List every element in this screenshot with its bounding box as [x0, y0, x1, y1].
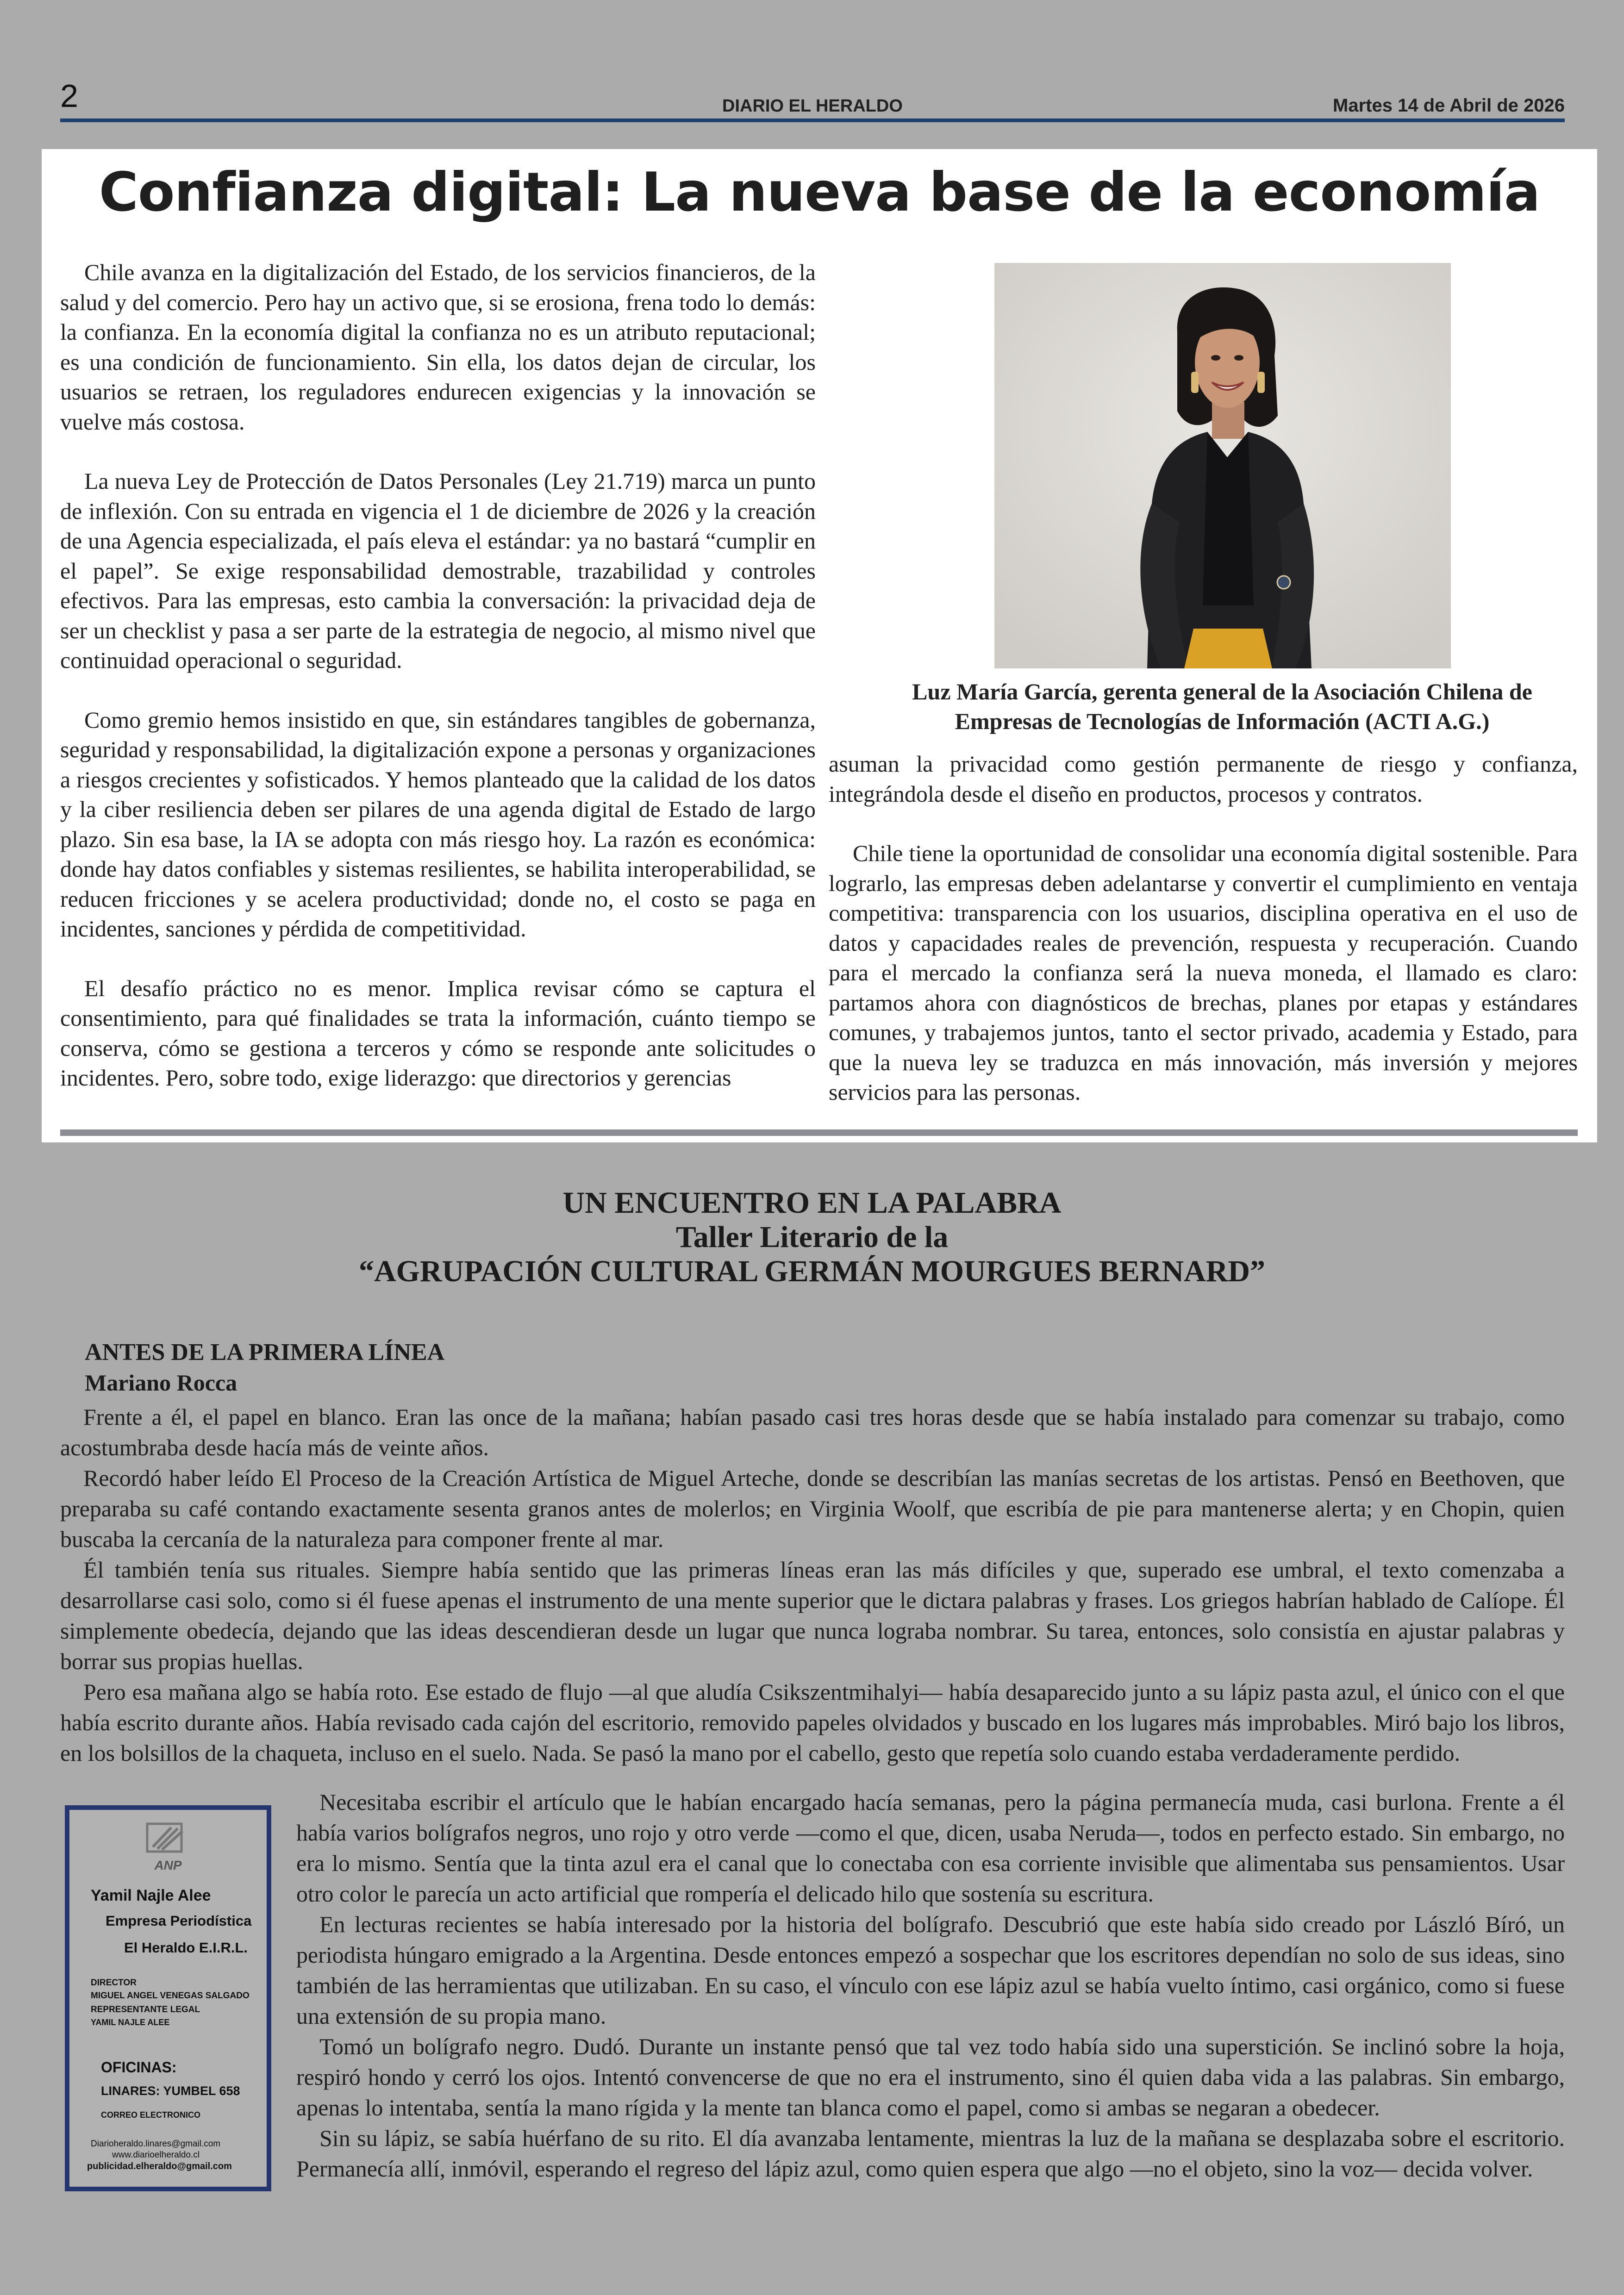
- legal-rep-name: YAMIL NAJLE ALEE: [91, 2018, 170, 2027]
- page-number: 2: [60, 78, 78, 114]
- story-paragraph: Frente a él, el papel en blanco. Eran las once de la mañana; habían pasado casi tres horas desde que se había instalado para comenzar su trabajo, como acostumbraba desde hacía más de veinte años.: [60, 1404, 1565, 1460]
- story-paragraph: Pero esa mañana algo se había roto. Ese estado de flujo —al que aludía Csikszentmihalyi— había desaparecido junto a su lápiz pasta azul, el único con el que había escrito durante años. Había revisado cada cajón del escritorio, removido papeles olvidados y buscado en los lugares más improbables. Miró bajo los libros, en los bolsillos de la chaqueta, incluso en el suelo. Nada. Se pasó la mano por el cabello, gesto que repetía solo cuando estaba verdaderamente perdido.: [60, 1679, 1565, 1766]
- story-body-wide: [60, 1402, 1565, 1768]
- story-author: Mariano Rocca: [85, 1370, 237, 1396]
- offices-value: LINARES: YUMBEL 658: [101, 2084, 240, 2098]
- article-paragraph: La nueva Ley de Protección de Datos Personales (Ley 21.719) marca un punto de inflexión. Con su entrada en vigencia el 1 de diciembre de 2026 y la creación de una Agencia especializada, el país eleva el estándar: ya no bastará “cumplir en el papel”. Se exige responsabilidad demostrable, trazabilidad y controles efectivos. Para las empresas, esto cambia la conversación: la privacidad deja de ser un checklist y pasa a ser parte de la estrategia de negocio, al mismo nivel que continuidad operacional o seguridad.: [60, 468, 816, 673]
- company-name-line2: El Heraldo E.I.R.L.: [124, 1940, 248, 1956]
- section-heading-line: Taller Literario de la: [675, 1220, 949, 1254]
- article-title: Confianza digital: La nueva base de la economía: [99, 161, 1540, 224]
- story-paragraph: Sin su lápiz, se sabía huérfano de su rito. El día avanzaba lentamente, mientras la luz de la mañana se desplazaba sobre el escritorio. Permanecía allí, inmóvil, esperando el regreso del lápiz azul, como quien espera que algo —no el objeto, sino la voz— decida volver.: [296, 2125, 1565, 2182]
- email-advertising: publicidad.elheraldo@gmail.com: [87, 2161, 232, 2171]
- article-box: [42, 149, 1597, 1142]
- company-name: Empresa Periodística: [106, 1913, 252, 1929]
- story-paragraph: Él también tenía sus rituales. Siempre había sentido que las primeras líneas eran las más difíciles y que, superado ese umbral, el texto comenzaba a desarrollarse casi solo, como si él fuese apenas el instrumento de una mente superior que le dictara palabras y frases. Los griegos habrían hablado de Calíope. Él simplemente obedecía, dejando que las ideas descendieran desde un lugar que nunca lograba nombrar. Su tarea, entonces, solo consistía en ajustar palabras y borrar sus propias huellas.: [60, 1557, 1565, 1674]
- article-bottom-rule: [60, 1129, 1578, 1136]
- article-right-column: [829, 749, 1578, 1107]
- email-contact: Diarioheraldo.linares@gmail.com: [91, 2139, 221, 2149]
- article-paragraph: Como gremio hemos insistido en que, sin estándares tangibles de gobernanza, seguridad y responsabilidad, la digitalización expone a personas y organizaciones a riesgos crecientes y sofisticados. Y hemos planteado que la calidad de los datos y la ciber resiliencia deben ser pilares de una agenda digital de Estado de largo plazo. Sin esa base, la IA se adopta con más riesgo hoy. La razón es económica: donde hay datos confiables y sistemas resilientes, se habilita interoperabilidad, se reducen fricciones y se acelera productividad; donde no, el costo se paga en incidentes, sanciones y pérdida de competitividad.: [60, 706, 816, 942]
- masthead-box: [65, 1805, 271, 2191]
- owner-name: Yamil Najle Alee: [91, 1887, 211, 1904]
- anp-logo-text: ANP: [154, 1858, 182, 1872]
- section-heading-line: “AGRUPACIÓN CULTURAL GERMÁN MOURGUES BERNARD”: [358, 1254, 1266, 1288]
- story-body-narrow: [296, 1787, 1565, 2184]
- story-paragraph: En lecturas recientes se había interesado por la historia del bolígrafo. Descubrió que este había sido creado por László Bíró, un periodista húngaro emigrado a la Argentina. Desde entonces empezó a sospechar que los escritores dependían no solo de sus ideas, sino también de las herramientas que utilizaban. En su caso, el vínculo con ese lápiz azul se había vuelto íntimo, casi orgánico, como si fuese una extensión de su propia mano.: [296, 1911, 1565, 2029]
- story-title: ANTES DE LA PRIMERA LÍNEA: [85, 1339, 445, 1366]
- director-name: MIGUEL ANGEL VENEGAS SALGADO: [91, 1991, 250, 2001]
- anp-logo-icon: [144, 1819, 194, 1856]
- legal-rep-label: REPRESENTANTE LEGAL: [91, 2005, 200, 2014]
- issue-date: Martes 14 de Abril de 2026: [1333, 95, 1565, 116]
- story-paragraph: Necesitaba escribir el artículo que le habían encargado hacía semanas, pero la página permanecía muda, casi burlona. Frente a él había varios bolígrafos negros, uno rojo y otro verde —como el que, dicen, usaba Neruda—, todos en perfecto estado. Sin embargo, no era lo mismo. Sentía que la tinta azul era el canal que lo conectaba con esa corriente invisible que alimentaba sus pensamientos. Usar otro color le parecía un acto artificial que rompería el delicado hilo que sostenía su escritura.: [296, 1789, 1565, 1907]
- email-label: CORREO ELECTRONICO: [101, 2110, 201, 2120]
- article-paragraph: Chile tiene la oportunidad de consolidar una economía digital sostenible. Para lograrlo, las empresas deben adelantarse y convertir el cumplimiento en ventaja competitiva: transparencia con los usuarios, disciplina operativa en el uso de datos y capacidades reales de prevención, respuesta y recuperación. Cuando para el mercado la confianza será la nueva moneda, el llamado es claro: partamos ahora con diagnósticos de brechas, planes por etapas y estándares comunes, y trabajemos juntos, tanto el sector privado, academia y Estado, para que la nueva ley se traduzca en más innovación, más inversión y mejores servicios para las personas.: [829, 840, 1578, 1105]
- director-label: DIRECTOR: [91, 1978, 137, 1988]
- offices-label: OFICINAS:: [101, 2059, 177, 2076]
- header-rule: [60, 118, 1565, 122]
- article-left-column: [60, 257, 816, 1093]
- photo-caption: Luz María García, gerenta general de la Asociación Chilena de Empresas de Tecnologías de Información (ACTI A.G.): [912, 679, 1532, 734]
- article-paragraph: asuman la privacidad como gestión permanente de riesgo y confianza, integrándola desde el diseño en productos, procesos y contratos.: [829, 751, 1578, 807]
- author-photo: [994, 263, 1451, 668]
- section-heading-line: UN ENCUENTRO EN LA PALABRA: [562, 1186, 1062, 1220]
- article-paragraph: Chile avanza en la digitalización del Estado, de los servicios financieros, de la salud y del comercio. Pero hay un activo que, si se erosiona, frena todo lo demás: la confianza. En la economía digital la confianza no es un atributo reputacional; es una condición de funcionamiento. Sin ella, los datos dejan de circular, los usuarios se retraen, los reguladores endurecen exigencias y la innovación se vuelve más costosa.: [60, 259, 816, 435]
- story-paragraph: Recordó haber leído El Proceso de la Creación Artística de Miguel Arteche, donde se describían las manías secretas de los artistas. Pensó en Beethoven, que preparaba su café contando exactamente sesenta granos antes de molerlos; en Virginia Woolf, que escribía de pie para mantenerse alerta; y en Chopin, quien buscaba la cercanía de la naturaleza para componer frente al mar.: [60, 1465, 1565, 1552]
- website: www.diarioelheraldo.cl: [112, 2150, 200, 2160]
- article-paragraph: El desafío práctico no es menor. Implica revisar cómo se captura el consentimiento, para qué finalidades se trata la información, cuánto tiempo se conserva, cómo se gestiona a terceros y cómo se responde ante solicitudes o incidentes. Pero, sobre todo, exige liderazgo: que directorios y gerencias: [60, 975, 816, 1091]
- story-paragraph: Tomó un bolígrafo negro. Dudó. Durante un instante pensó que tal vez todo había sido una superstición. Se inclinó sobre la hoja, respiró hondo y cerró los ojos. Intentó convencerse de que no era el instrumento, sino él quien daba vida a las palabras. Sin embargo, apenas lo intentaba, sentía la mano rígida y la mente tan blanca como el papel, como si ambas se negaran a obedecer.: [296, 2033, 1565, 2120]
- paper-name: DIARIO EL HERALDO: [722, 96, 903, 116]
- section-heading: [0, 1186, 1624, 1289]
